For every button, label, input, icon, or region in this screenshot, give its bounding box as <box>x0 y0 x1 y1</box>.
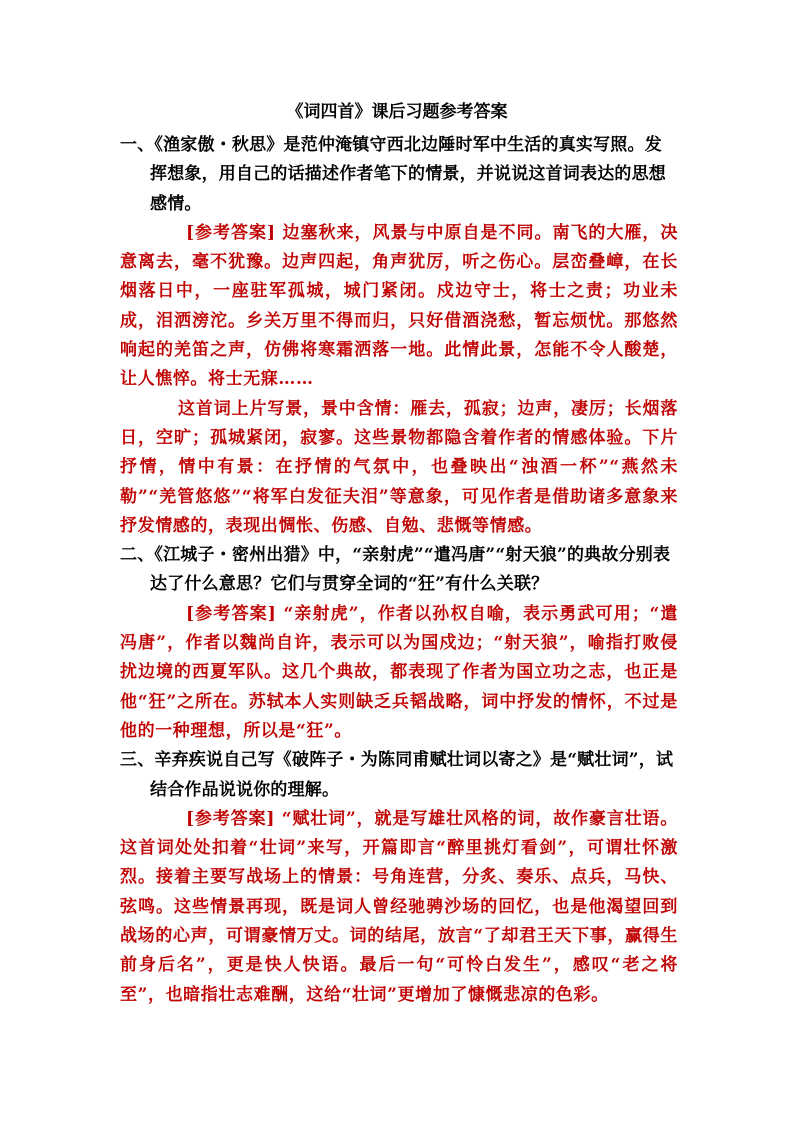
question-1-text: 一、《渔家傲・秋思》是范仲淹镇守西北边陲时军中生活的真实写照。发挥想象，用自己的话描述作者笔下的情景，并说说这首词表达的思想感情。 <box>120 135 666 214</box>
document-title: 《词四首》课后习题参考答案 <box>286 102 508 122</box>
answer-1-paragraph-2: 这首词上片写景，景中含情：雁去，孤寂；边声，凄厉；长烟落日，空旷；孤城紧闭，寂寥。这些景物都隐含着作者的情感体验。下片抒情，情中有景：在抒情的气氛中，也叠映出“浊酒一杯”“燕然未勒”“羌管悠悠”“将军白发征夫泪”等意象，可见作者是借助诸多意象来抒发情感的，表现出惆怅、伤感、自勉、悲慨等情感。 <box>120 398 678 536</box>
question-3-text: 三、辛弃疾说自己写《破阵子・为陈同甫赋壮词以寄之》是“赋壮词”，试结合作品说说你的理解。 <box>120 750 674 800</box>
answer-2-paragraph-1: [参考答案] “亲射虎”，作者以孙权自喻，表示勇武可用；“遣冯唐”，作者以魏尚自许，表示可以为国戍边；“射天狼”，喻指打败侵扰边境的西夏军队。这几个典故，都表现了作者为国立功之志，也正是他“狂”之所在。苏轼本人实则缺乏兵韬战略，词中抒发的情怀，不过是他的一种理想，所以是“狂”。 <box>120 603 678 741</box>
answer-1-paragraph-1: [参考答案] 边塞秋来，风景与中原自是不同。南飞的大雁，决意离去，毫不犹豫。边声四起，角声犹厉，听之伤心。层峦叠嶂，在长烟落日中，一座驻军孤城，城门紧闭。戍边守士，将士之责；功业未成，泪洒滂沱。乡关万里不得而归，只好借酒浇愁，暂忘烦忧。那悠然响起的羌笛之声，仿佛将寒霜洒落一地。此情此景，怎能不令人酸楚，让人憔悴。将士无寐…… <box>120 222 678 390</box>
question-block-3 <box>120 746 678 1010</box>
document-body <box>120 131 678 1010</box>
question-block-2 <box>120 541 678 746</box>
question-block-1 <box>120 131 678 541</box>
question-2-text: 二、《江城子・密州出猎》中，“亲射虎”“遣冯唐”“射天狼”的典故分别表达了什么意思？它们与贯穿全词的“狂”有什么关联？ <box>120 545 671 595</box>
answer-3-paragraph-1: [参考答案] “赋壮词”，就是写雄壮风格的词，故作豪言壮语。这首词处处扣着“壮词”来写，开篇即言“醉里挑灯看剑”，可谓壮怀激烈。接着主要写战场上的情景：号角连营，分炙、奏乐、点兵，马快、弦鸣。这些情景再现，既是词人曾经驰骋沙场的回忆，也是他渴望回到战场的心声，可谓豪情万丈。词的结尾，放言“了却君王天下事，赢得生前身后名”，更是快人快语。最后一句“可怜白发生”，感叹“老之将至”，也暗指壮志难酬，这给“壮词”更增加了慷慨悲凉的色彩。 <box>120 808 678 1005</box>
